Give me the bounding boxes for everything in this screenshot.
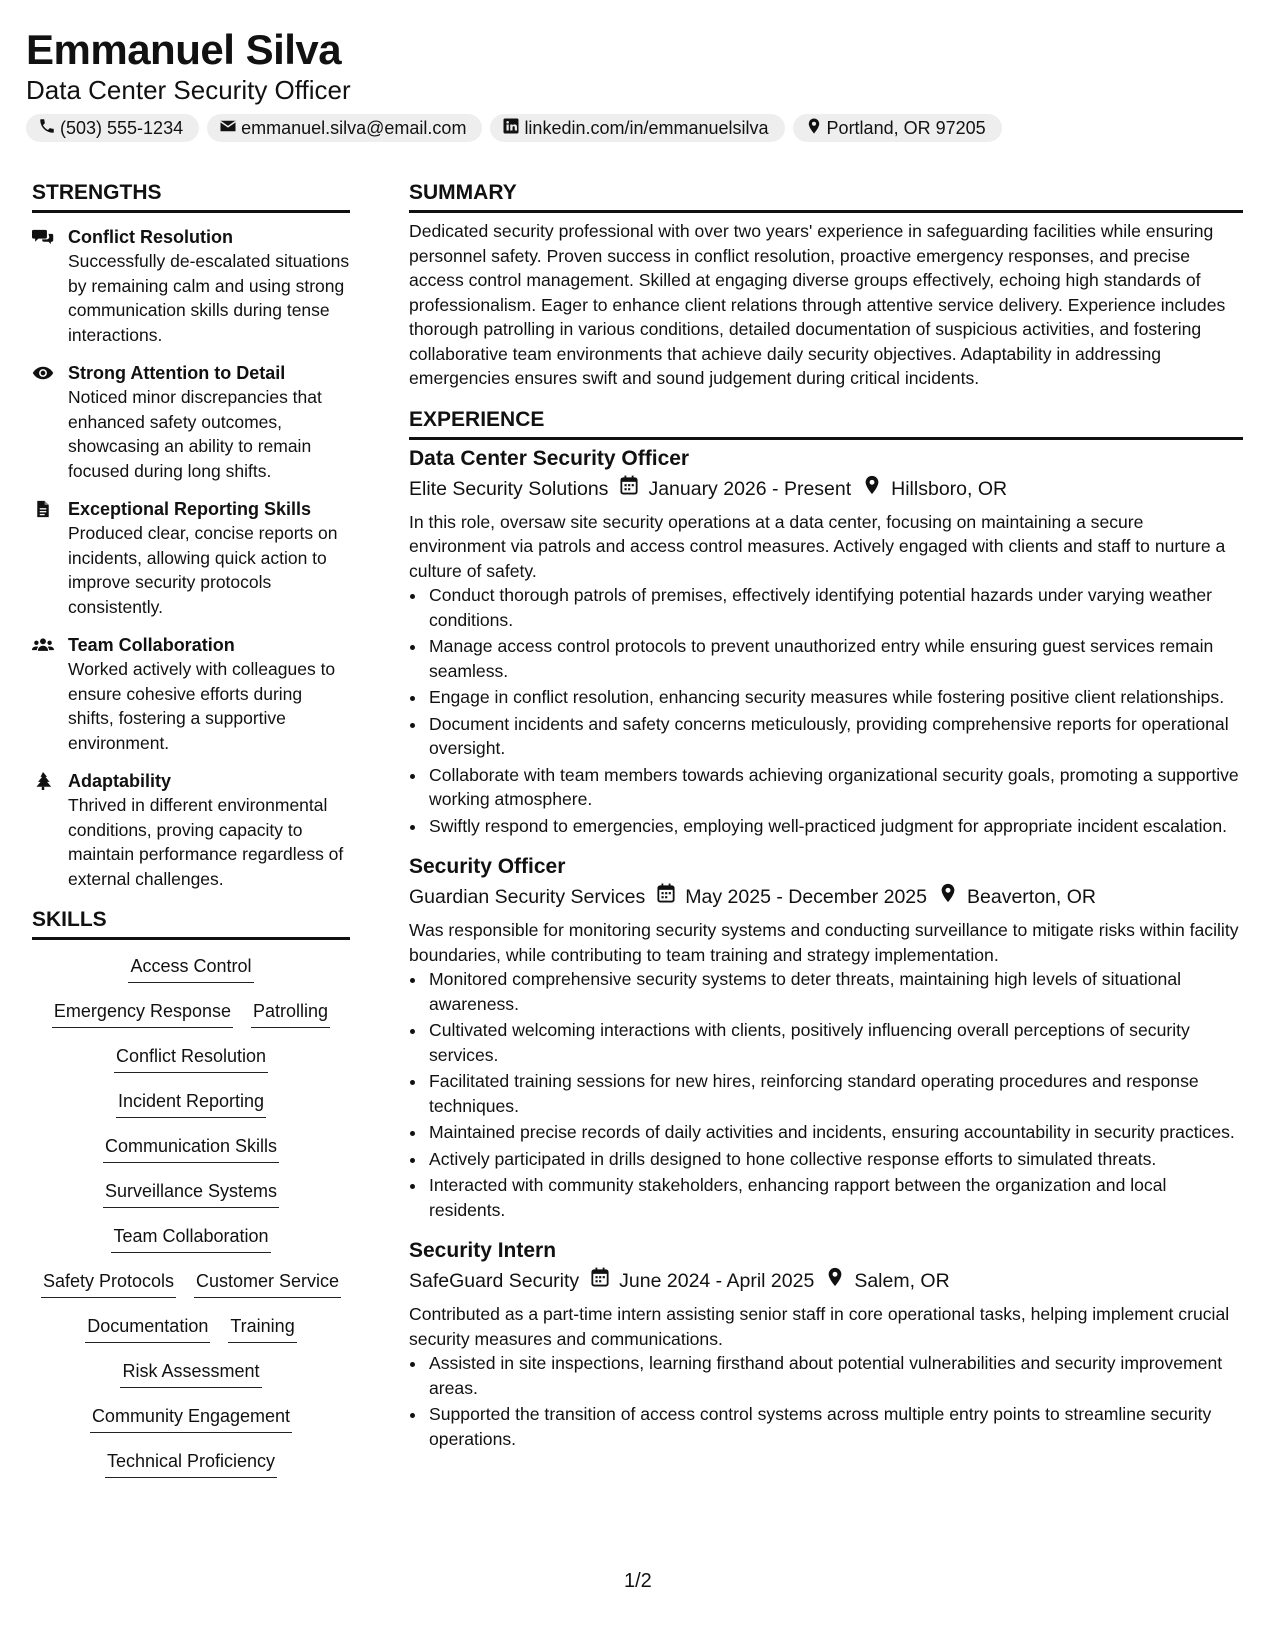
skill-row [32, 1044, 350, 1089]
job-bullet: • Document incidents and safety concerns meticulously, providing comprehensive reports for operational oversight. [427, 712, 1243, 761]
skill-tag: Community Engagement [90, 1404, 292, 1433]
eye-icon [32, 361, 54, 483]
job-entry [409, 1236, 1243, 1451]
skill-tag: Customer Service [194, 1269, 341, 1298]
skill-tag: Incident Reporting [116, 1089, 266, 1118]
job-bullets [409, 583, 1243, 838]
map-pin-icon [927, 882, 967, 912]
strength-desc: Worked actively with colleagues to ensure cohesive efforts during shifts, fostering a supportive environment. [68, 659, 336, 753]
tree-icon [32, 769, 54, 891]
job-bullet: • Actively participated in drills designed to hone collective response efforts to simulated threats. [427, 1147, 1243, 1172]
skill-tag: Training [228, 1314, 296, 1343]
skill-row [32, 1449, 350, 1494]
job-desc: Was responsible for monitoring security systems and conducting surveillance to mitigate risks within facility boundaries, while contributing to team training and strategy implementation. [409, 920, 1239, 965]
job-bullets [409, 1351, 1243, 1451]
job-desc: In this role, oversaw site security operations at a data center, focusing on maintaining a secure environment via patrols and access control measures. Actively engaged with clients and staff to nurture a culture of safety. [409, 511, 1226, 581]
job-bullet: • Cultivated welcoming interactions with clients, positively influencing overall perceptions of security services. [427, 1018, 1243, 1067]
job-dates: June 2024 - April 2025 [619, 1270, 815, 1292]
job-entry [409, 444, 1243, 839]
job-bullet: • Collaborate with team members towards achieving organizational security goals, promoting a supportive working atmosphere. [427, 763, 1243, 812]
candidate-name: Emmanuel Silva [26, 26, 342, 73]
document-icon [32, 497, 54, 619]
strength-title: Strong Attention to Detail [68, 363, 286, 383]
job-bullet: • Assisted in site inspections, learning firsthand about potential vulnerabilities and security improvement areas. [427, 1351, 1243, 1400]
job-location: Beaverton, OR [967, 886, 1096, 908]
contact-phone-text: (503) 555-1234 [60, 117, 184, 138]
job-bullet: • Monitored comprehensive security systems to deter threats, maintaining high levels of situational awareness. [427, 967, 1243, 1016]
calendar-icon [608, 474, 648, 504]
skill-row [32, 1314, 350, 1359]
strength-item [32, 769, 350, 891]
skill-tag: Conflict Resolution [114, 1044, 268, 1073]
candidate-title: Data Center Security Officer [26, 75, 351, 105]
job-title: Data Center Security Officer [409, 446, 690, 470]
strengths-heading: STRENGTHS [32, 178, 350, 213]
skill-tag: Risk Assessment [120, 1359, 261, 1388]
skill-tag: Emergency Response [52, 999, 233, 1028]
strength-title: Team Collaboration [68, 635, 235, 655]
left-column [32, 178, 350, 1494]
contact-linkedin-text: linkedin.com/in/emmanuelsilva [524, 117, 769, 138]
job-dates: January 2026 - Present [648, 477, 852, 500]
strength-item [32, 225, 350, 347]
skill-tag: Safety Protocols [41, 1269, 176, 1298]
strength-desc: Noticed minor discrepancies that enhanced safety outcomes, showcasing an ability to remain focused during long shifts. [68, 387, 322, 481]
job-bullets [409, 967, 1243, 1222]
job-desc: Contributed as a part-time intern assisting senior staff in core operational tasks, helping implement crucial security measures and communications. [409, 1304, 1230, 1349]
strength-item [32, 633, 350, 755]
job-location: Salem, OR [854, 1270, 950, 1292]
skill-tag: Documentation [85, 1314, 210, 1343]
contact-bar [26, 114, 1002, 142]
skill-row [32, 1269, 350, 1314]
envelope-icon [219, 117, 237, 140]
job-bullet: • Engage in conflict resolution, enhancing security measures while fostering positive client relationships. [427, 685, 1243, 710]
users-icon [32, 633, 54, 755]
summary-text: Dedicated security professional with over two years' experience in safeguarding facilities while ensuring personnel safety. Proven success in conflict resolution, proactive emergency responses, and precise access control management. Skilled at engaging diverse groups effectively, echoing high standards of professionalism. Eager to enhance client relations through attentive service delivery. Experience includes thorough patrolling in various conditions, detailed documentation of suspicious activities, and fostering collaborative team environments that achieve daily security objectives. Adaptability in addressing emergencies ensures swift and sound judgement during critical incidents. [409, 221, 1226, 388]
job-company: Guardian Security Services [409, 886, 646, 908]
contact-phone[interactable] [26, 114, 199, 142]
strength-item [32, 497, 350, 619]
map-pin-icon [814, 1266, 854, 1296]
strength-title: Adaptability [68, 771, 172, 791]
strength-title: Exceptional Reporting Skills [68, 499, 312, 519]
skill-tag: Surveillance Systems [103, 1179, 279, 1208]
job-bullet: • Facilitated training sessions for new hires, reinforcing standard operating procedures and response techniques. [427, 1069, 1243, 1118]
skill-tag: Team Collaboration [111, 1224, 270, 1253]
skill-row [32, 954, 350, 999]
phone-icon [38, 117, 56, 140]
job-location: Hillsboro, OR [891, 477, 1008, 500]
calendar-icon [645, 882, 685, 912]
summary-heading: SUMMARY [409, 178, 1243, 213]
contact-location-text: Portland, OR 97205 [826, 117, 986, 138]
job-bullet: • Manage access control protocols to prevent unauthorized entry while ensuring guest services remain seamless. [427, 634, 1243, 683]
job-company: Elite Security Solutions [409, 477, 609, 500]
contact-linkedin[interactable] [490, 114, 784, 142]
job-meta [409, 882, 1243, 912]
skill-row [32, 1179, 350, 1224]
skill-row [32, 999, 350, 1044]
job-entry [409, 852, 1243, 1222]
job-meta [409, 1266, 1243, 1296]
skill-row [32, 1089, 350, 1134]
contact-email[interactable] [207, 114, 482, 142]
skill-tag: Access Control [128, 954, 253, 983]
contact-location [793, 114, 1002, 142]
skills-list [32, 954, 350, 1494]
skill-row [32, 1404, 350, 1449]
skill-row [32, 1134, 350, 1179]
strength-desc: Thrived in different environmental conditions, proving capacity to maintain performance regardless of external challenges. [68, 795, 344, 889]
job-bullet: • Conduct thorough patrols of premises, effectively identifying potential hazards under varying weather conditions. [427, 583, 1243, 632]
page-number: 1/2 [624, 1570, 652, 1592]
skill-row [32, 1224, 350, 1269]
map-pin-icon [805, 117, 823, 140]
strength-desc: Successfully de-escalated situations by remaining calm and using strong communication skills during tense interactions. [68, 251, 350, 345]
right-column [409, 178, 1243, 1465]
job-title: Security Officer [409, 855, 566, 878]
strength-desc: Produced clear, concise reports on incidents, allowing quick action to improve security protocols consistently. [68, 523, 338, 617]
contact-email-text: emmanuel.silva@email.com [241, 117, 467, 138]
job-bullet: • Supported the transition of access control systems across multiple entry points to streamline security operations. [427, 1402, 1243, 1451]
job-bullet: • Swiftly respond to emergencies, employing well-practiced judgment for appropriate incident escalation. [427, 814, 1243, 839]
skill-tag: Patrolling [251, 999, 330, 1028]
job-title: Security Intern [409, 1239, 557, 1262]
experience-heading: EXPERIENCE [409, 405, 1243, 440]
job-meta [409, 474, 1243, 504]
comments-icon [32, 225, 54, 347]
skill-row [32, 1359, 350, 1404]
linkedin-icon [502, 117, 520, 140]
job-bullet: • Maintained precise records of daily activities and incidents, ensuring accountability in security practices. [427, 1120, 1243, 1145]
job-bullet: • Interacted with community stakeholders, enhancing rapport between the organization and local residents. [427, 1173, 1243, 1222]
map-pin-icon [851, 474, 891, 504]
skills-heading: SKILLS [32, 905, 350, 940]
strength-title: Conflict Resolution [68, 227, 233, 247]
job-company: SafeGuard Security [409, 1270, 580, 1292]
strength-item [32, 361, 350, 483]
job-dates: May 2025 - December 2025 [685, 886, 927, 908]
calendar-icon [579, 1266, 619, 1296]
skill-tag: Technical Proficiency [105, 1449, 277, 1478]
skill-tag: Communication Skills [103, 1134, 279, 1163]
